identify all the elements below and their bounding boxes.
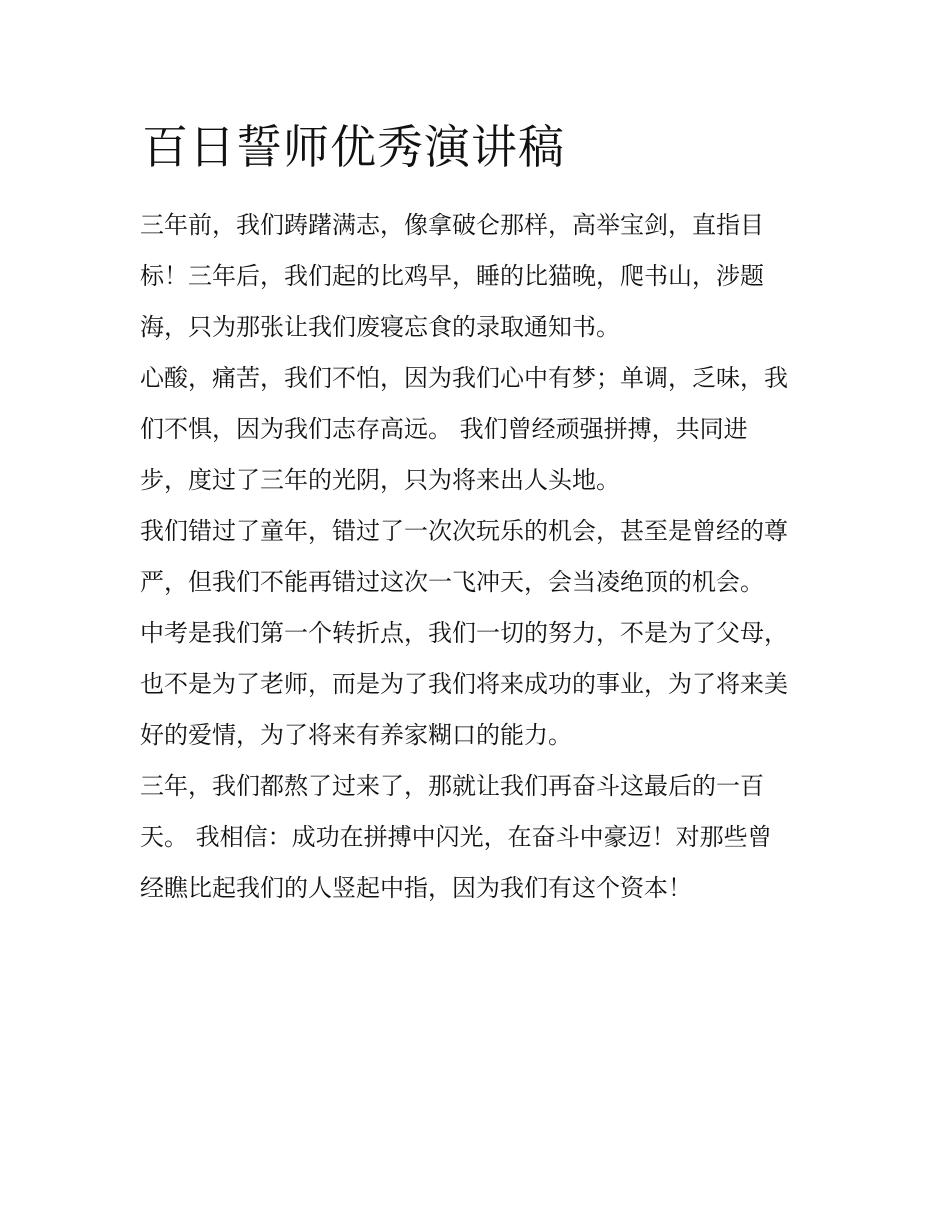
document-title: 百日誓师优秀演讲稿 bbox=[142, 120, 565, 174]
paragraph-line: 中考是我们第一个转折点，我们一切的努力，不是为了父母， bbox=[140, 619, 788, 647]
paragraph-line: 们不惧，因为我们志存高远。 我们曾经顽强拼搏，共同进 bbox=[140, 415, 748, 443]
paragraph-line: 好的爱情，为了将来有养家糊口的能力。 bbox=[140, 721, 572, 749]
paragraph-line: 心酸，痛苦，我们不怕，因为我们心中有梦；单调，乏味，我 bbox=[140, 364, 788, 392]
paragraph-line: 经瞧比起我们的人竖起中指，因为我们有这个资本！ bbox=[140, 874, 692, 902]
document-body bbox=[140, 200, 830, 914]
paragraph-line: 也不是为了老师，而是为了我们将来成功的事业，为了将来美 bbox=[140, 670, 788, 698]
paragraph-line: 天。 我相信：成功在拼搏中闪光，在奋斗中豪迈！对那些曾 bbox=[140, 823, 772, 851]
paragraph-5 bbox=[140, 761, 830, 914]
paragraph-line: 标！三年后，我们起的比鸡早，睡的比猫晚，爬书山，涉题 bbox=[140, 262, 764, 290]
paragraph-4 bbox=[140, 608, 830, 761]
paragraph-line: 三年，我们都熬了过来了，那就让我们再奋斗这最后的一百 bbox=[140, 772, 764, 800]
paragraph-2 bbox=[140, 353, 830, 506]
paragraph-line: 我们错过了童年，错过了一次次玩乐的机会，甚至是曾经的尊 bbox=[140, 517, 788, 545]
paragraph-line: 三年前，我们踌躇满志，像拿破仑那样，高举宝剑，直指目 bbox=[140, 211, 764, 239]
paragraph-3 bbox=[140, 506, 830, 608]
paragraph-1 bbox=[140, 200, 830, 353]
paragraph-line: 步，度过了三年的光阴，只为将来出人头地。 bbox=[140, 466, 620, 494]
paragraph-line: 海，只为那张让我们废寝忘食的录取通知书。 bbox=[140, 313, 620, 341]
paragraph-line: 严，但我们不能再错过这次一飞冲天，会当凌绝顶的机会。 bbox=[140, 568, 764, 596]
